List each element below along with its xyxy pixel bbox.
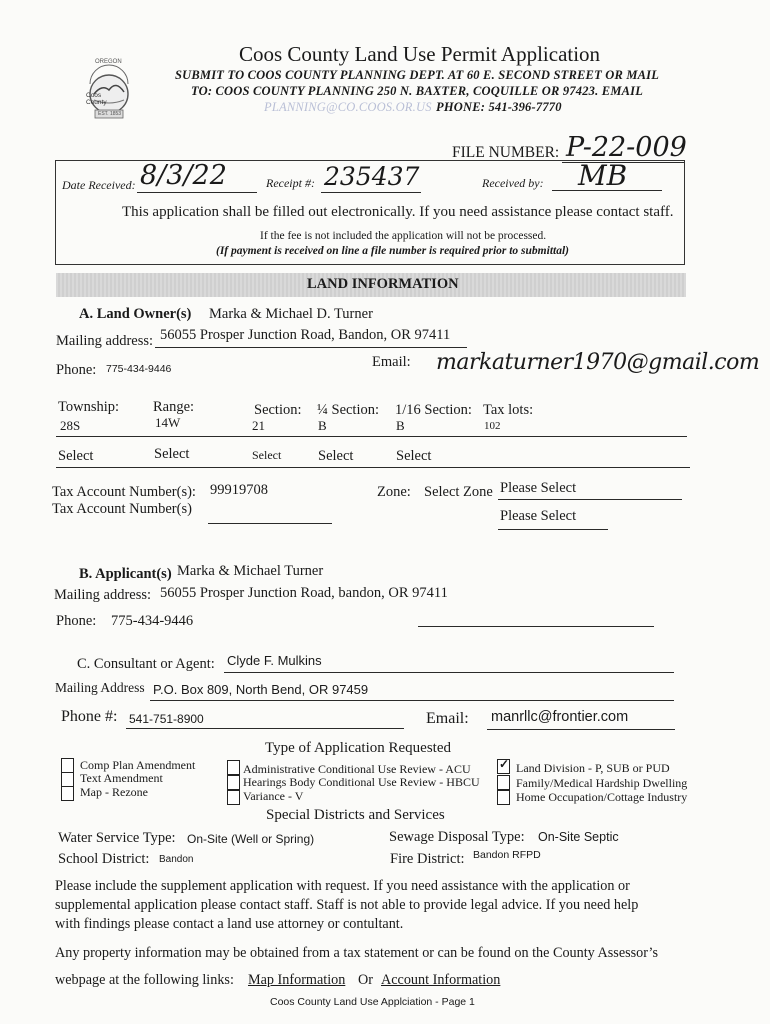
consultant-label: C. Consultant or Agent:: [77, 656, 215, 672]
hardship-dwelling-checkbox[interactable]: [497, 775, 510, 790]
or-text: Or: [358, 972, 373, 988]
page-footer: Coos County Land Use Applciation - Page 1: [270, 996, 475, 1008]
consultant-mailing-label: Mailing Address: [55, 680, 145, 695]
notice-fee: If the fee is not included the application will not be processed.: [260, 230, 547, 242]
consultant-email-label: Email:: [426, 710, 469, 727]
section-label: Section:: [254, 402, 302, 418]
land-owner-field[interactable]: Marka & Michael D. Turner: [209, 306, 373, 322]
applicant-field[interactable]: Marka & Michael Turner: [177, 563, 324, 579]
land-division-label: Land Division - P, SUB or PUD: [516, 761, 670, 775]
sixteenth-section-field[interactable]: B: [396, 418, 405, 433]
planning-phone: PHONE: 541-396-7770: [436, 100, 562, 114]
receipt-value: 235437: [324, 162, 420, 191]
variance-label: Variance - V: [243, 789, 304, 803]
map-rezone-label: Map - Rezone: [80, 785, 148, 799]
property-info-line1: Any property information may be obtained from a tax statement or can be found on the County Assessor’s: [55, 945, 658, 961]
school-district-field[interactable]: Bandon: [159, 854, 194, 865]
zone-select[interactable]: Select Zone: [424, 484, 493, 500]
owner-mailing-label: Mailing address:: [56, 333, 154, 349]
sewage-label: Sewage Disposal Type:: [389, 829, 525, 845]
comp-plan-label: Comp Plan Amendment: [80, 758, 196, 772]
consultant-mailing-field[interactable]: P.O. Box 809, North Bend, OR 97459: [153, 682, 369, 697]
range-label: Range:: [153, 399, 195, 415]
school-district-label: School District:: [58, 851, 150, 867]
file-number-value: P-22-009: [566, 132, 687, 163]
text-amendment-checkbox[interactable]: [61, 772, 74, 787]
tax-account-label-2: Tax Account Number(s): [52, 501, 192, 517]
submit-instructions-line2: TO: COOS COUNTY PLANNING 250 N. BAXTER, COQUILLE OR 97423. EMAIL: [191, 84, 644, 98]
zone-label: Zone:: [377, 484, 411, 500]
township-field[interactable]: 28S: [60, 418, 81, 433]
zone-dropdown-2[interactable]: Please Select: [500, 508, 577, 524]
received-by-label: Received by:: [482, 176, 544, 190]
fire-district-label: Fire District:: [390, 851, 465, 867]
sixteenth-section-label: 1/16 Section:: [395, 402, 472, 418]
quarter-section-field[interactable]: B: [318, 418, 327, 433]
hbcu-label: Hearings Body Conditional Use Review - HBCU: [243, 775, 480, 789]
owner-email-label: Email:: [372, 354, 411, 370]
sixteenth-section-select[interactable]: Select: [396, 448, 432, 464]
logo-county-text: Coos County: [86, 92, 107, 106]
applicant-mailing-label: Mailing address:: [54, 587, 152, 603]
supplement-paragraph-line1: Please include the supplement application with request. If you need assistance with the application or: [55, 878, 630, 894]
file-number-label: FILE NUMBER:: [452, 144, 560, 161]
date-received-label: Date Received:: [62, 178, 136, 192]
checkmark-icon: ✓: [499, 757, 510, 771]
owner-phone-label: Phone:: [56, 362, 97, 378]
logo-est-text: EST. 1853: [98, 111, 122, 117]
hardship-dwelling-label: Family/Medical Hardship Dwelling: [516, 776, 688, 790]
quarter-section-label: ¼ Section:: [317, 402, 380, 418]
applicant-mailing-field[interactable]: 56055 Prosper Junction Road, bandon, OR 97411: [160, 585, 448, 601]
date-received-value: 8/3/22: [140, 160, 227, 191]
comp-plan-checkbox[interactable]: [61, 758, 74, 773]
land-information-heading: LAND INFORMATION: [307, 276, 459, 292]
consultant-phone-field[interactable]: 541-751-8900: [129, 712, 204, 726]
supplement-paragraph-line2: supplemental application please contact staff. Staff is not able to provide legal advice. If you need help: [55, 897, 639, 913]
applicant-phone-label: Phone:: [56, 613, 97, 629]
text-amendment-label: Text Amendment: [80, 771, 163, 785]
map-rezone-checkbox[interactable]: [61, 786, 74, 801]
range-field[interactable]: 14W: [155, 415, 181, 430]
water-service-field[interactable]: On-Site (Well or Spring): [187, 832, 315, 846]
consultant-field[interactable]: Clyde F. Mulkins: [227, 653, 322, 668]
variance-checkbox[interactable]: [227, 790, 240, 805]
planning-email-link[interactable]: PLANNING@CO.COOS.OR.US: [264, 100, 432, 114]
home-occupation-label: Home Occupation/Cottage Industry: [516, 790, 688, 804]
application-type-heading: Type of Application Requested: [265, 740, 451, 756]
consultant-phone-label: Phone #:: [61, 708, 118, 725]
acu-checkbox[interactable]: [227, 760, 240, 775]
supplement-paragraph-line3: with findings please contact a land use attorney or contultant.: [55, 916, 404, 932]
account-information-link[interactable]: Account Information: [381, 972, 501, 988]
received-by-value: MB: [578, 159, 628, 192]
form-title: Coos County Land Use Permit Application: [239, 42, 601, 66]
range-select[interactable]: Select: [154, 446, 190, 462]
tax-lots-label: Tax lots:: [483, 402, 534, 418]
township-select[interactable]: Select: [58, 448, 94, 464]
tax-lots-field[interactable]: 102: [484, 420, 501, 432]
applicant-phone-field[interactable]: 775-434-9446: [111, 613, 194, 629]
section-field[interactable]: 21: [252, 418, 265, 433]
zone-dropdown-1[interactable]: Please Select: [500, 480, 577, 496]
tax-account-field[interactable]: 99919708: [210, 482, 268, 498]
logo-oregon-text: OREGON: [95, 59, 122, 65]
submit-instructions-line1: SUBMIT TO COOS COUNTY PLANNING DEPT. AT 60 E. SECOND STREET OR MAIL: [175, 68, 660, 82]
receipt-label: Receipt #:: [266, 176, 315, 190]
owner-mailing-field[interactable]: 56055 Prosper Junction Road, Bandon, OR 97411: [160, 327, 451, 343]
quarter-section-select[interactable]: Select: [318, 448, 354, 464]
owner-email-field[interactable]: markaturner1970@gmail.com: [436, 350, 760, 375]
notice-payment: (If payment is received on line a file number is required prior to submittal): [216, 245, 569, 257]
fire-district-field[interactable]: Bandon RFPD: [473, 849, 541, 861]
notice-electronic: This application shall be filled out electronically. If you need assistance please contact staff.: [122, 204, 674, 220]
sewage-field[interactable]: On-Site Septic: [538, 830, 619, 844]
section-select[interactable]: Select: [252, 448, 282, 462]
land-owner-label: A. Land Owner(s): [79, 306, 192, 322]
consultant-email-value[interactable]: manrllc@frontier.com: [491, 709, 629, 725]
acu-label: Administrative Conditional Use Review - ACU: [243, 762, 471, 776]
home-occupation-checkbox[interactable]: [497, 790, 510, 805]
county-seal-logo: [86, 58, 130, 128]
property-info-line2: webpage at the following links:: [55, 972, 234, 988]
services-heading: Special Districts and Services: [266, 807, 445, 823]
applicant-label: B. Applicant(s): [79, 566, 172, 582]
water-service-label: Water Service Type:: [58, 830, 176, 846]
township-label: Township:: [58, 399, 120, 415]
map-information-link[interactable]: Map Information: [248, 972, 346, 988]
hbcu-checkbox[interactable]: [227, 775, 240, 790]
owner-phone-field[interactable]: 775-434-9446: [106, 363, 172, 375]
tax-account-label: Tax Account Number(s):: [52, 484, 196, 500]
